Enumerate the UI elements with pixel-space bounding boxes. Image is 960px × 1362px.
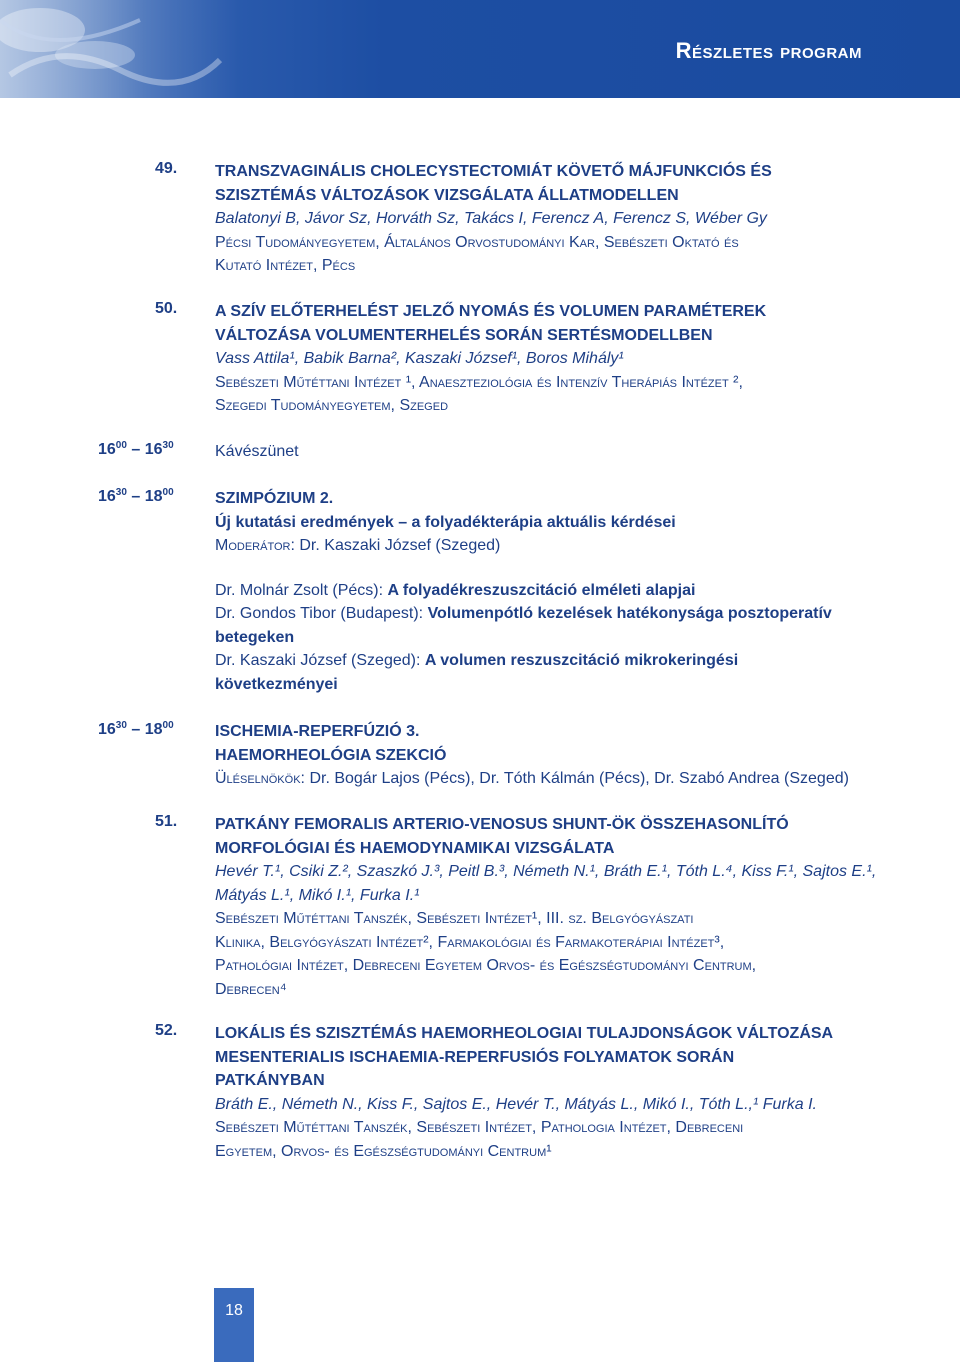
abstract-number: 52.: [155, 1022, 178, 1039]
page-header-title: Részletes program: [675, 38, 862, 63]
section-title-line: ISCHEMIA-REPERFÚZIÓ 3.: [215, 723, 420, 740]
abstract-institution-line: Kutató Intézet, Pécs: [215, 257, 356, 274]
page-number: 18: [225, 1302, 243, 1319]
section-title-line: HAEMORHEOLÓGIA SZEKCIÓ: [215, 746, 447, 764]
time-range: $16^{30} - 18^{00}$: [98, 720, 174, 738]
abstract-authors: Balatonyi B, Jávor Sz, Horváth Sz, Takács I, Ferencz A, Ferencz S, Wéber Gy: [215, 210, 767, 227]
talk-item: Dr. Molnár Zsolt (Pécs): A folyadékreszuszcitáció elméleti alapjai: [215, 581, 696, 599]
break-label: Kávészünet: [215, 443, 299, 460]
time-range: $16^{00} - 16^{30}$: [98, 440, 174, 458]
abstract-authors: Hevér T.¹, Csiki Z.², Szaszkó J.³, Peitl B.³, Németh N.¹, Bráth E.¹, Tóth L.⁴, Kiss F.¹, Sajtos E.¹,: [215, 863, 877, 880]
abstract-institution-line: Szegedi Tudományegyetem, Szeged: [215, 397, 449, 414]
abstract-institution-line: Sebészeti Műtéttani Tanszék, Sebészeti Intézet¹, III. sz. Belgyógyászati: [215, 910, 694, 927]
talk-item: Dr. Gondos Tibor (Budapest): Volumenpótló kezelések hatékonysága posztoperatív: [215, 605, 832, 622]
abstract-title-line: VÁLTOZÁSA VOLUMENTERHELÉS SORÁN SERTÉSMODELLBEN: [215, 326, 713, 344]
abstract-number: 49.: [155, 160, 178, 177]
abstract-institution-line: Debrecen⁴: [215, 980, 287, 998]
abstract-title-line: MESENTERIALIS ISCHAEMIA-REPERFUSIÓS FOLYAMATOK SORÁN: [215, 1048, 735, 1066]
abstract-authors: Mátyás L.¹, Mikó I.¹, Furka I.¹: [215, 886, 420, 904]
abstract-authors: Bráth E., Németh N., Kiss F., Sajtos E., Hevér T., Mátyás L., Mikó I., Tóth L.,¹ Furka I.: [215, 1095, 817, 1113]
moderator-line: Moderátor: Dr. Kaszaki József (Szeged): [215, 537, 501, 554]
abstract-title-line: MORFOLÓGIAI ÉS HAEMODYNAMIKAI VIZSGÁLATA: [215, 839, 615, 857]
symposium-title: SZIMPÓZIUM 2.: [215, 490, 334, 507]
time-range: $16^{30} - 18^{00}$: [98, 487, 174, 505]
abstract-institution-line: Sebészeti Műtéttani Tanszék, Sebészeti Intézet, Pathologia Intézet, Debreceni: [215, 1119, 744, 1136]
abstract-title-line: PATKÁNYBAN: [215, 1072, 325, 1089]
abstract-institution-line: Pathológiai Intézet, Debreceni Egyetem Orvos- és Egészségtudományi Centrum,: [215, 957, 757, 974]
talk-item: Dr. Kaszaki József (Szeged): A volumen reszuszcitáció mikrokeringési: [215, 652, 739, 669]
abstract-title-line: A SZÍV ELŐTERHELÉST JELZŐ NYOMÁS ÉS VOLUMEN PARAMÉTEREK: [215, 303, 767, 320]
abstract-institution-line: Sebészeti Műtéttani Intézet ¹, Anaeszteziológia és Intenzív Therápiás Intézet ²,: [215, 373, 743, 391]
page-number-box: [214, 1288, 254, 1362]
abstract-number: 50.: [155, 300, 178, 317]
abstract-number: 51.: [155, 813, 178, 830]
abstract-title-line: SZISZTÉMÁS VÁLTOZÁSOK VIZSGÁLATA ÁLLATMODELLEN: [215, 186, 679, 204]
symposium-subtitle: Új kutatási eredmények – a folyadékterápia aktuális kérdései: [215, 513, 676, 531]
header-banner: [0, 0, 960, 98]
abstract-title-line: LOKÁLIS ÉS SZISZTÉMÁS HAEMORHEOLOGIAI TULAJDONSÁGOK VÁLTOZÁSA: [215, 1025, 834, 1042]
abstract-institution-line: Pécsi Tudományegyetem, Általános Orvostudományi Kar, Sebészeti Oktató és: [215, 233, 739, 251]
talk-title-continuation: betegeken: [215, 628, 295, 646]
abstract-institution-line: Egyetem, Orvos- és Egészségtudományi Centrum¹: [215, 1142, 552, 1160]
header-photo: [0, 0, 240, 98]
abstract-title-line: PATKÁNY FEMORALIS ARTERIO-VENOSUS SHUNT-ÖK ÖSSZEHASONLÍTÓ: [215, 816, 789, 833]
abstract-institution-line: Klinika, Belgyógyászati Intézet², Farmakológiai és Farmakoterápiai Intézet³,: [215, 933, 725, 951]
chairs-line: Üléselnökök: Dr. Bogár Lajos (Pécs), Dr. Tóth Kálmán (Pécs), Dr. Szabó Andrea (Szeged): [215, 770, 849, 787]
abstract-authors: Vass Attila¹, Babik Barna², Kaszaki József¹, Boros Mihály¹: [215, 350, 624, 367]
talk-title-continuation: következményei: [215, 675, 338, 693]
abstract-title-line: TRANSZVAGINÁLIS CHOLECYSTECTOMIÁT KÖVETŐ MÁJFUNKCIÓS ÉS: [215, 163, 772, 180]
